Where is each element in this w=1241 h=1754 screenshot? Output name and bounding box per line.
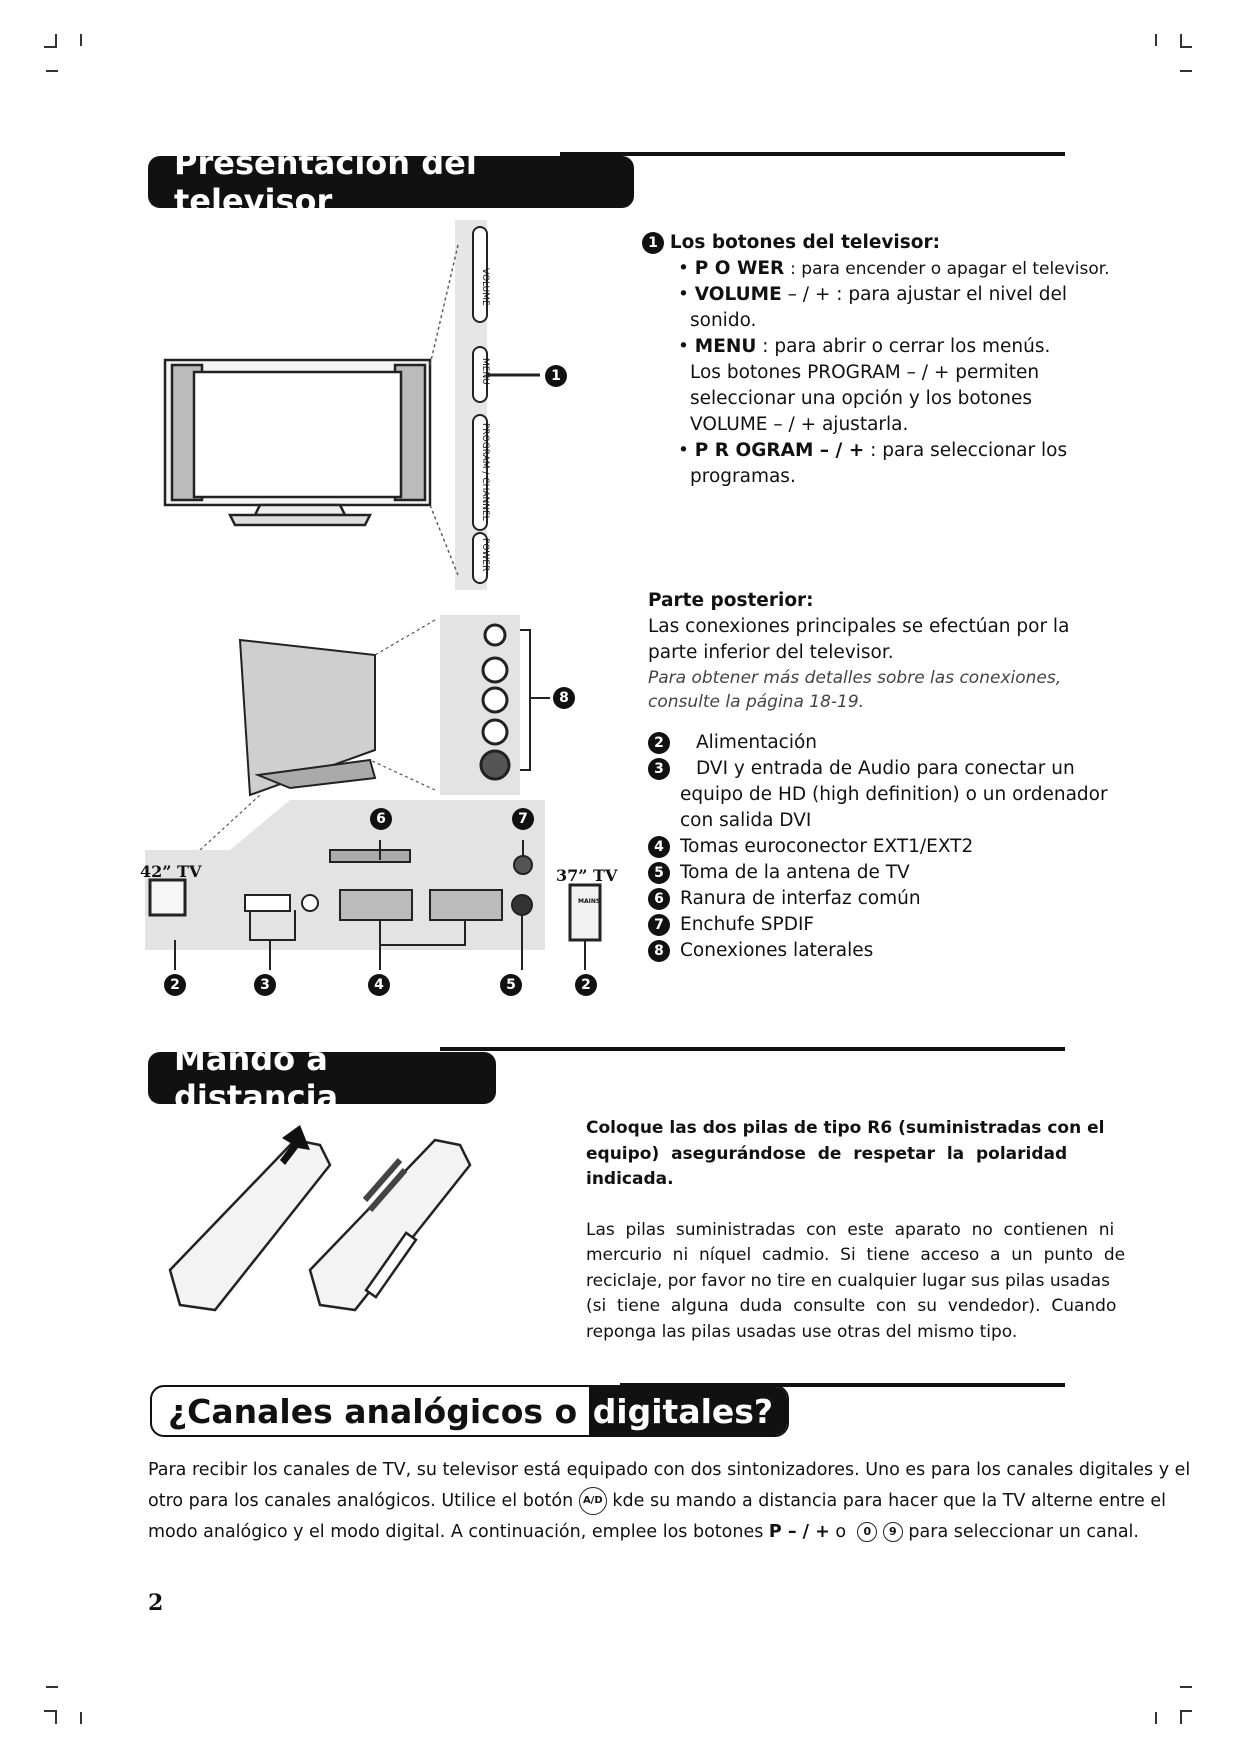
rear-item: 2 Alimentación	[648, 730, 1118, 756]
rear-item: equipo de HD (high definition) o un ordenador	[680, 784, 1108, 805]
callout-5: 5	[500, 974, 522, 996]
side-label-program: PROGRAM / CHANNEL	[480, 423, 490, 521]
section-title-part-a: ¿Canales analógicos o	[168, 1391, 589, 1431]
digit-9-button-icon: 9	[883, 1522, 903, 1542]
callout-4: 4	[648, 836, 670, 858]
channels-text	[148, 1455, 1191, 1548]
callout-2: 2	[575, 974, 597, 996]
rear-items-list	[648, 730, 1118, 964]
rear-item: 7 Enchufe SPDIF	[648, 912, 1118, 938]
rear-item: 4 Tomas euroconector EXT1/EXT2	[648, 834, 1118, 860]
page-number: 2	[148, 1590, 164, 1616]
label-42-tv: 42” TV	[140, 862, 202, 881]
channels-line-2: otro para los canales analógicos. Utilice el botón A/D kde su mando a distancia para hacer que la TV alterne entre el	[148, 1486, 1098, 1517]
callout-3: 3	[648, 758, 670, 780]
remote-bold-2: equipo) asegurándose de respetar la polaridad	[586, 1143, 1068, 1164]
menu-line-4: VOLUME – / + ajustarla.	[690, 414, 909, 435]
program-line-2: programas.	[690, 466, 796, 487]
callout-6: 6	[370, 808, 392, 830]
rear-line-2: parte inferior del televisor.	[648, 642, 894, 663]
rear-line-1: Las conexiones principales se efectúan por la	[648, 616, 1070, 637]
section-title-canales	[150, 1385, 789, 1437]
callout-2: 2	[648, 732, 670, 754]
crop-mark	[46, 1686, 58, 1688]
buttons-description	[648, 230, 1118, 490]
menu-line-2: Los botones PROGRAM – / + permiten	[690, 362, 1040, 383]
menu-line-3: seleccionar una opción y los botones	[690, 388, 1033, 409]
callout-5: 5	[648, 862, 670, 884]
side-label-volume: VOLUME	[480, 268, 490, 306]
section-title-text: Presentación del televisor	[174, 144, 477, 220]
rear-item: 5 Toma de la antena de TV	[648, 860, 1118, 886]
crop-mark	[1180, 1710, 1182, 1724]
label-37-tv: 37” TV	[556, 866, 618, 885]
leader-line	[430, 245, 458, 575]
rear-note-1: Para obtener más detalles sobre las conexiones,	[648, 668, 1062, 688]
tv-rear-body	[240, 640, 375, 795]
section-rule	[560, 152, 1065, 156]
rear-note-2: consulte la página 18-19.	[648, 692, 865, 712]
leader-line	[520, 630, 550, 770]
crop-mark	[46, 70, 58, 72]
remote-bold-3: indicada.	[586, 1169, 674, 1189]
label-mains: MAINS	[578, 898, 601, 905]
remote-p1: Las pilas suministradas con este aparato no contienen ni	[586, 1219, 1115, 1240]
crop-mark	[1180, 70, 1192, 72]
side-label-power: POWER	[480, 538, 490, 572]
digit-0-button-icon: 0	[857, 1522, 877, 1542]
power-line: • P O WER : para encender o apagar el televisor.	[678, 258, 1110, 279]
program-line: • P R OGRAM – / + : para seleccionar los	[678, 440, 1068, 461]
crop-mark	[80, 1712, 82, 1724]
remote-p5: reponga las pilas usadas use otras del mismo tipo.	[586, 1321, 1018, 1342]
rear-heading: Parte posterior:	[648, 590, 814, 611]
rear-panel	[145, 800, 545, 950]
remote-description	[586, 1116, 1126, 1345]
callout-2: 2	[164, 974, 186, 996]
callout-7: 7	[648, 914, 670, 936]
callout-7: 7	[512, 808, 534, 830]
remote-p3: reciclaje, por favor no tire en cualquier lugar sus pilas usadas	[586, 1270, 1110, 1291]
section-title-presentacion	[148, 144, 634, 220]
remote-bold-1: Coloque las dos pilas de tipo R6 (suministradas con el	[586, 1118, 1105, 1138]
volume-line: • VOLUME – / + : para ajustar el nivel del	[678, 284, 1068, 305]
channels-line-3: modo analógico y el modo digital. A continuación, emplee los botones P – / + o 0 9 para seleccionar un canal.	[148, 1522, 1139, 1542]
remote-illustration	[160, 1120, 490, 1320]
rear-item: 3 DVI y entrada de Audio para conectar un	[648, 756, 1118, 782]
callout-8: 8	[648, 940, 670, 962]
ad-button-icon: A/D	[579, 1487, 607, 1515]
buttons-heading: 1 Los botones del televisor:	[646, 230, 1118, 256]
remote-p2: mercurio ni níquel cadmio. Si tiene acceso a un punto de	[586, 1245, 1126, 1265]
crop-mark	[55, 1710, 57, 1724]
section-title-mando	[148, 1040, 496, 1116]
callout-8: 8	[553, 687, 575, 709]
tv-front-illustration	[160, 215, 600, 595]
callout-4: 4	[368, 974, 390, 996]
crop-mark	[80, 34, 82, 46]
crop-mark	[1180, 1710, 1192, 1712]
remote-p4: (si tiene alguna duda consulte con su vendedor). Cuando	[586, 1296, 1117, 1316]
callout-3: 3	[254, 974, 276, 996]
crop-mark	[1180, 46, 1192, 48]
rear-item: con salida DVI	[680, 810, 812, 831]
crop-mark	[1180, 1686, 1192, 1688]
rear-item: 8 Conexiones laterales	[648, 938, 1118, 964]
side-label-menu: MENU	[480, 358, 490, 385]
callout-1: 1	[642, 232, 664, 254]
section-title-text: Mando a distancia	[174, 1040, 339, 1116]
section-rule	[440, 1047, 1065, 1051]
volume-line-2: sonido.	[690, 310, 757, 331]
rear-item: 6 Ranura de interfaz común	[648, 886, 1118, 912]
callout-1: 1	[545, 365, 567, 387]
crop-mark	[55, 34, 57, 48]
rear-description	[648, 588, 1118, 964]
callout-6: 6	[648, 888, 670, 910]
channels-line-1: Para recibir los canales de TV, su televisor está equipado con dos sintonizadores. Uno es para los canales digitales y el	[148, 1460, 1191, 1480]
menu-line: • MENU : para abrir o cerrar los menús.	[678, 336, 1051, 357]
crop-mark	[1155, 34, 1157, 46]
section-title-part-b: digitales?	[589, 1387, 787, 1435]
tv-front	[165, 360, 430, 525]
crop-mark	[1155, 1712, 1157, 1724]
